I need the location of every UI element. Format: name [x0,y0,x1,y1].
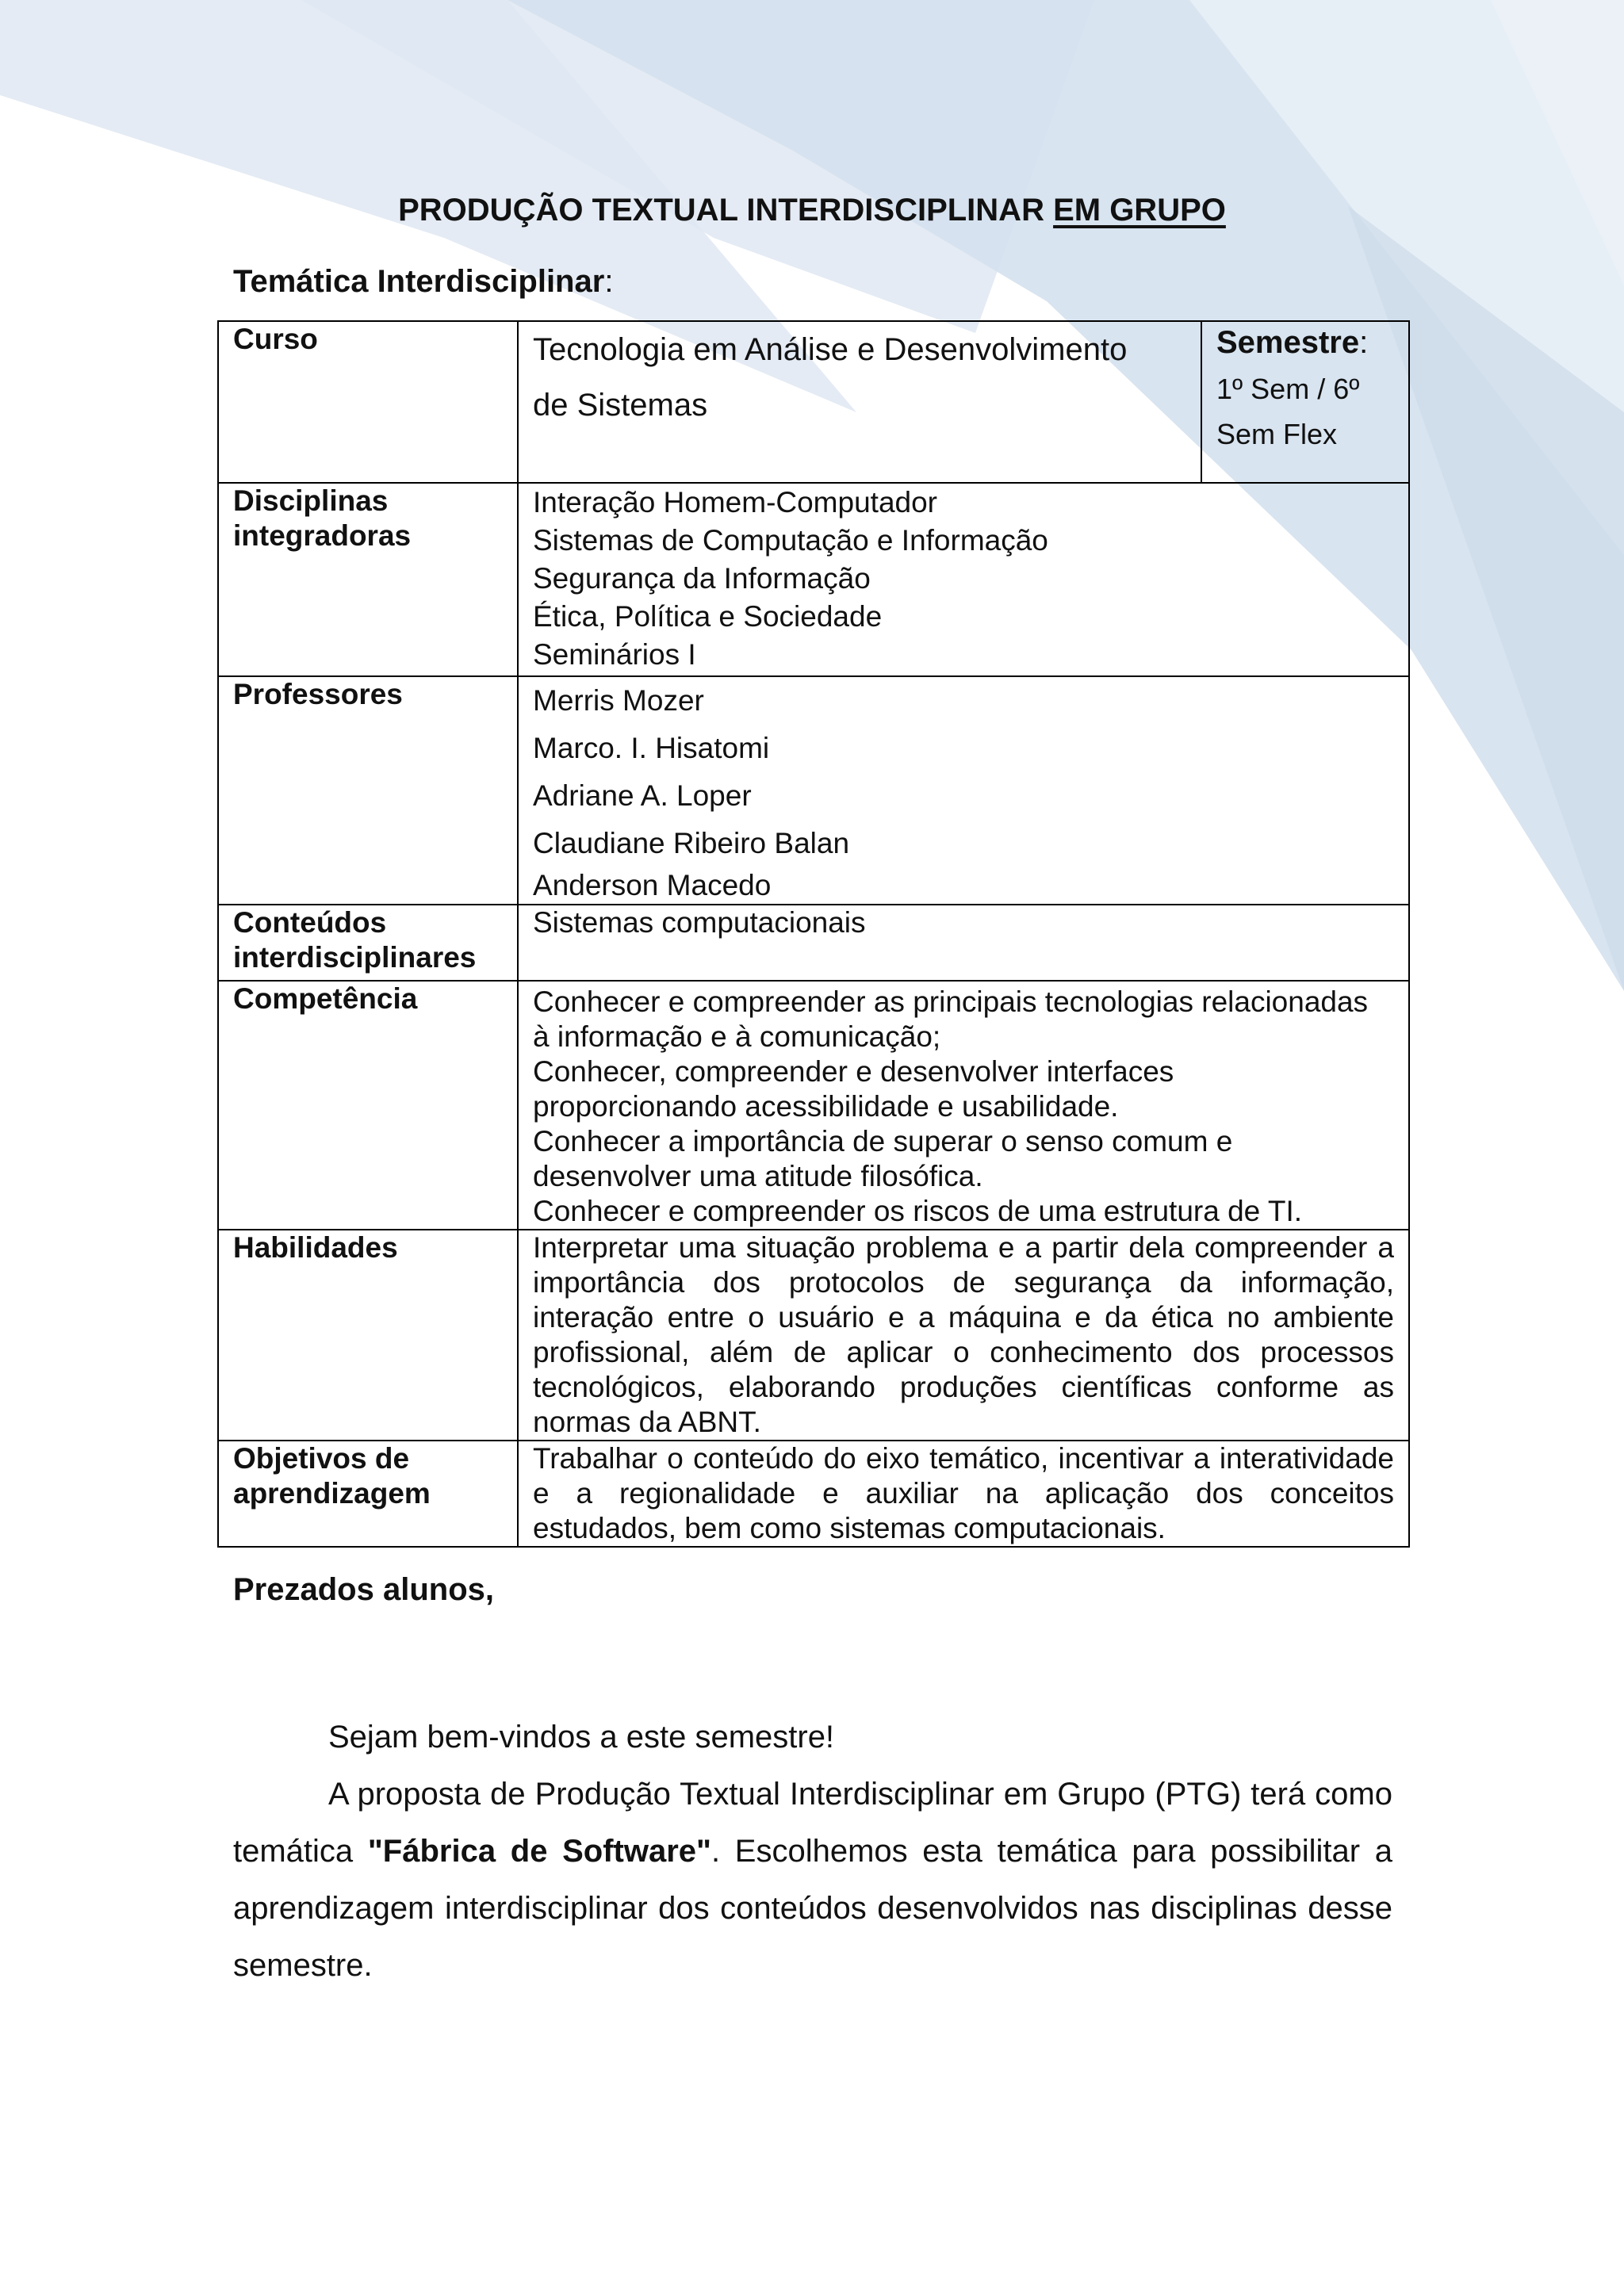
title-main: PRODUÇÃO TEXTUAL INTERDISCIPLINAR [398,193,1044,228]
value-professores [518,676,1409,905]
label-professores: Professores [218,676,518,905]
label-competencia: Competência [218,981,518,1230]
course-info-table [217,320,1410,1548]
body-text [233,1709,1392,1994]
disciplina-item: Segurança da Informação [533,562,871,595]
disciplina-item: Sistemas de Computação e Informação [533,524,1048,557]
professor-item: Anderson Macedo [533,869,772,901]
value-conteudos: Sistemas computacionais [518,905,1409,981]
competencia-line: Conhecer e compreender os riscos de uma estrutura de TI. [533,1195,1303,1227]
value-curso [518,321,1201,483]
label-curso: Curso [218,321,518,483]
tematica-label: Temática Interdisciplinar [233,264,605,299]
value-habilidades: Interpretar uma situação problema e a partir dela compreender a importância dos protocolos de segurança da informação, interação entre o usuário e a máquina e da ética no ambiente profissional, além de aplicar o conhecimento dos processos tecnológicos, elaborando produções científicas conforme as normas da ABNT. [518,1230,1409,1441]
greeting: Prezados alunos, [233,1572,494,1607]
professor-item: Marco. I. Hisatomi [533,732,770,764]
value-objetivos: Trabalhar o conteúdo do eixo temático, incentivar a interatividade e a regionalidade e auxiliar na aplicação dos conceitos estudados, bem como sistemas computacionais. [518,1441,1409,1547]
label-conteudos: Conteúdos interdisciplinares [218,905,518,981]
professor-item: Adriane A. Loper [533,779,752,812]
label-habilidades: Habilidades [218,1230,518,1441]
competencia-line: Conhecer a importância de superar o senso comum e [533,1125,1233,1158]
semestre-label: Semestre: [1216,325,1369,360]
value-semestre [1201,321,1409,483]
disciplina-item: Interação Homem-Computador [533,486,937,519]
row-competencia [218,981,1409,1230]
curso-line-2: de Sistemas [533,388,708,423]
disciplina-item: Ética, Política e Sociedade [533,600,883,633]
semestre-line-2: Sem Flex [1216,418,1338,450]
row-conteudos [218,905,1409,981]
theme-name: "Fábrica de Software" [367,1834,711,1869]
tematica-heading [233,262,613,301]
label-disciplinas: Disciplinas integradoras [218,483,518,676]
value-competencia [518,981,1409,1230]
competencia-line: proporcionando acessibilidade e usabilidade. [533,1090,1119,1123]
title-underlined: EM GRUPO [1053,193,1226,228]
professor-item: Claudiane Ribeiro Balan [533,827,850,859]
row-habilidades [218,1230,1409,1441]
semestre-line-1: 1º Sem / 6º [1216,373,1360,405]
curso-line-1: Tecnologia em Análise e Desenvolvimento [533,332,1128,367]
competencia-line: à informação e à comunicação; [533,1020,941,1053]
competencia-line: Conhecer e compreender as principais tecnologias relacionadas [533,985,1369,1018]
row-professores [218,676,1409,905]
row-objetivos [218,1441,1409,1547]
tematica-colon: : [604,264,614,299]
competencia-line: desenvolver uma atitude filosófica. [533,1160,983,1192]
row-disciplinas [218,483,1409,676]
value-disciplinas [518,483,1409,676]
row-curso [218,321,1409,483]
proposal-paragraph: A proposta de Produção Textual Interdisciplinar em Grupo (PTG) terá como temática "Fábrica de Software". Escolhemos esta temática para possibilitar a aprendizagem interdisciplinar dos conteúdos desenvolvidos nas disciplinas desse semestre. [233,1777,1393,1983]
welcome-paragraph: Sejam bem-vindos a este semestre! [328,1720,835,1755]
professor-item: Merris Mozer [533,684,704,717]
competencia-line: Conhecer, compreender e desenvolver interfaces [533,1055,1174,1088]
disciplina-item: Seminários I [533,638,696,671]
document-title [0,190,1624,230]
label-objetivos: Objetivos de aprendizagem [218,1441,518,1547]
